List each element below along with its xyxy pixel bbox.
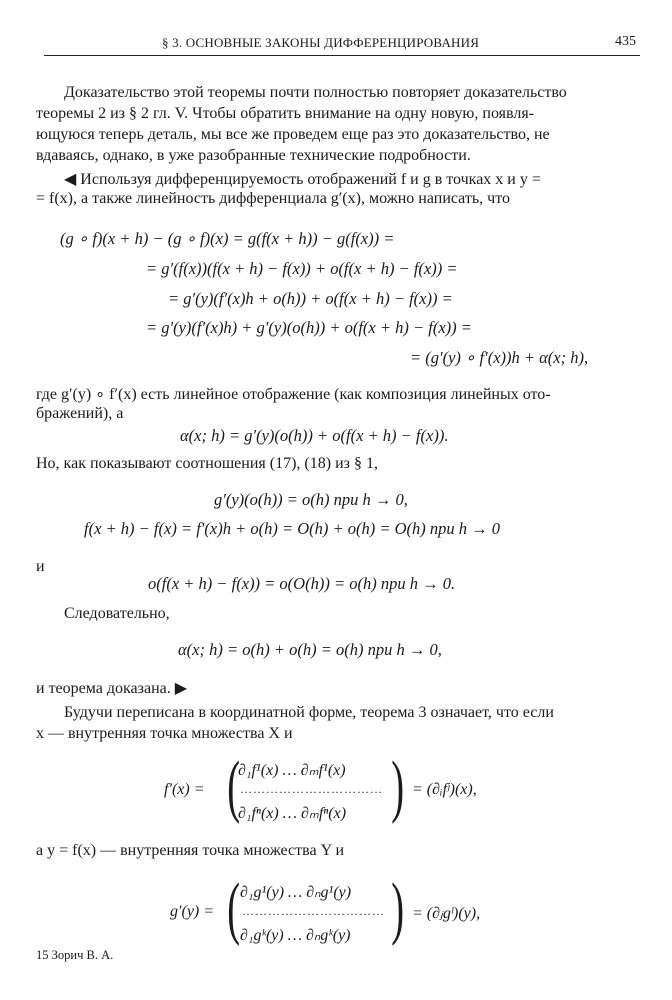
matrix-f-row-1: ∂₁f¹(x) … ∂ₘf¹(x) [238, 762, 346, 779]
para5-line1: Будучи переписана в координатной форме, теорема 3 означает, что если [64, 704, 554, 721]
para5-line2: x — внутренняя точка множества X и [36, 725, 293, 742]
para3-line2: бражений), а [36, 405, 124, 422]
para6: a y = f(x) — внутренняя точка множества Y и [36, 842, 345, 859]
equation-alpha: α(x; h) = g′(y)(o(h)) + o(f(x + h) − f(x)). [180, 426, 449, 445]
signature-footer: 15 Зорич В. А. [36, 948, 114, 962]
para1-line4: вдаваясь, однако, в уже разобранные технические подробности. [36, 147, 471, 164]
equation-relation-3: o(f(x + h) − f(x)) = o(O(h)) = o(h) при h → 0. [148, 574, 456, 593]
matrix-f-left-paren: ( [227, 748, 241, 825]
matrix-f-lhs: f′(x) = [164, 781, 205, 798]
matrix-f-row-2: ∂₁fⁿ(x) … ∂ₘfⁿ(x) [238, 805, 347, 822]
word-and: и [36, 558, 45, 575]
para1-line1: Доказательство этой теоремы почти полностью повторяет доказательство [64, 84, 567, 101]
equation-relation-1: g′(y)(o(h)) = o(h) при h → 0, [214, 490, 408, 509]
para2-line1: ◀ Используя дифференцируемость отображений f и g в точках x и y = [64, 171, 541, 188]
equation-line-5: = (g′(y) ∘ f′(x))h + α(x; h), [410, 348, 589, 367]
matrix-f-dots: …………………………… [240, 782, 383, 796]
equation-line-1: (g ∘ f)(x + h) − (g ∘ f)(x) = g(f(x + h)) − g(f(x)) = [60, 229, 395, 248]
running-header [44, 34, 640, 56]
para1-line3: ющуюся теперь деталь, мы все же проведем еще раз это доказательство, не [36, 126, 550, 143]
matrix-f-rhs: = (∂ᵢfʲ)(x), [412, 781, 477, 798]
para3-line1: где g′(y) ∘ f′(x) есть линейное отображение (как композиция линейных ото- [36, 386, 551, 403]
matrix-g-lhs: g′(y) = [170, 903, 215, 920]
matrix-g-right-paren: ) [391, 870, 405, 947]
matrix-f-right-paren: ) [391, 748, 405, 825]
matrix-g-row-2: ∂₁gᵏ(y) … ∂ₙgᵏ(y) [240, 927, 351, 944]
para2-line2: = f(x), а также линейность дифференциала g′(x), можно написать, что [36, 190, 510, 207]
equation-line-4: = g′(y)(f′(x)h) + g′(y)(o(h)) + o(f(x + h) − f(x)) = [146, 318, 472, 337]
matrix-g-left-paren: ( [227, 870, 241, 947]
section-title: § 3. ОСНОВНЫЕ ЗАКОНЫ ДИФФЕРЕНЦИРОВАНИЯ [162, 35, 480, 50]
para1-line2: теоремы 2 из § 2 гл. V. Чтобы обратить внимание на одну новую, появля- [36, 105, 535, 122]
matrix-g-row-1: ∂₁g¹(y) … ∂ₙg¹(y) [240, 884, 352, 901]
equation-relation-4: α(x; h) = o(h) + o(h) = o(h) при h → 0, [178, 640, 442, 659]
equation-relation-2: f(x + h) − f(x) = f′(x)h + o(h) = O(h) + o(h) = O(h) при h → 0 [84, 519, 501, 538]
equation-line-2: = g′(f(x))(f(x + h) − f(x)) + o(f(x + h) − f(x)) = [146, 259, 458, 278]
theorem-proved: и теорема доказана. ▶ [36, 680, 188, 697]
matrix-g-dots: …………………………… [242, 904, 385, 918]
equation-line-3: = g′(y)(f′(x)h + o(h)) + o(f(x + h) − f(x)) = [168, 289, 453, 308]
matrix-g-rhs: = (∂ⱼgˡ)(y), [412, 905, 481, 922]
page-number: 435 [615, 34, 636, 49]
word-hence: Следовательно, [64, 605, 170, 622]
para4: Но, как показывают соотношения (17), (18) из § 1, [36, 455, 378, 472]
